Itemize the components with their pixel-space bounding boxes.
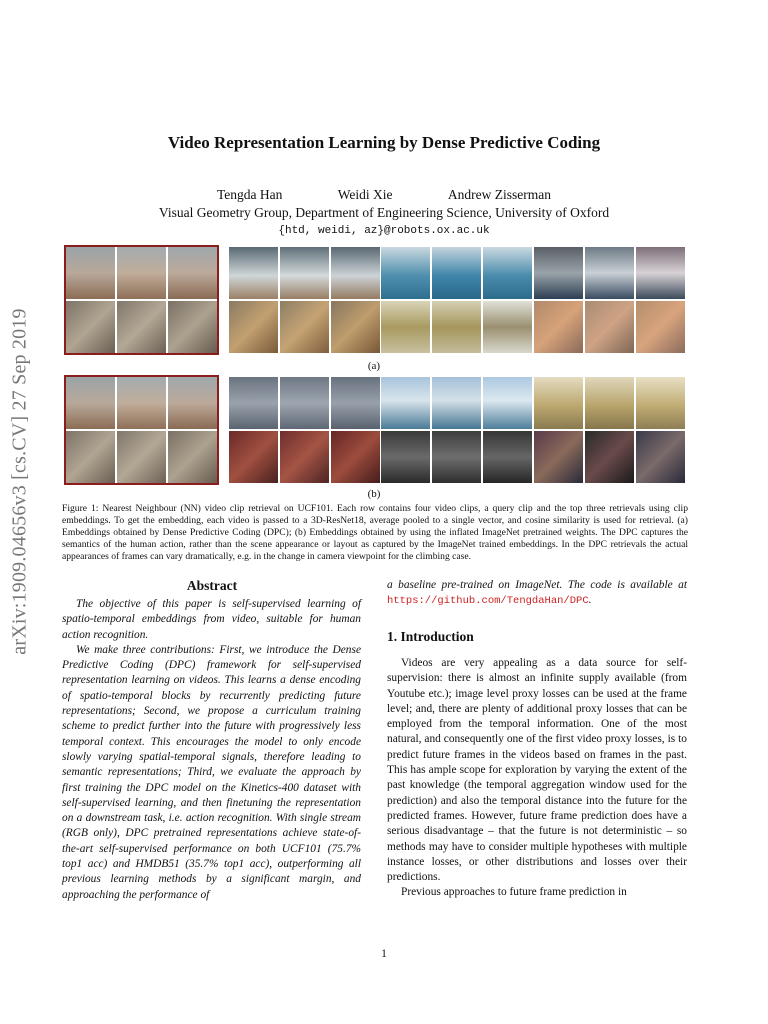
- arxiv-stamp: arXiv:1909.04656v3 [cs.CV] 27 Sep 2019: [8, 308, 31, 655]
- author-name: Weidi Xie: [337, 187, 393, 202]
- video-frame: [636, 431, 685, 483]
- video-frame: [534, 301, 583, 353]
- video-frame: [432, 301, 481, 353]
- video-frame: [331, 247, 380, 299]
- video-frame: [432, 431, 481, 483]
- abstract-paragraph: The objective of this paper is self-supervised learning of spatio-temporal embeddings from video, suitable for human action recognition.: [62, 598, 361, 641]
- retrieval-clip: [229, 301, 380, 353]
- retrieval-clip: [534, 377, 685, 429]
- video-frame: [432, 247, 481, 299]
- retrieval-clip: [229, 377, 380, 429]
- subfigure-label-a: (a): [367, 360, 381, 372]
- video-frame: [280, 431, 329, 483]
- video-frame: [280, 247, 329, 299]
- abstract-continuation-text: a baseline pre-trained on ImageNet. The code is available at: [387, 579, 687, 591]
- video-frame: [229, 377, 278, 429]
- video-frame: [483, 377, 532, 429]
- query-highlight: [64, 375, 219, 485]
- retrieval-clip: [534, 431, 685, 483]
- video-frame: [483, 301, 532, 353]
- video-frame: [483, 247, 532, 299]
- retrieval-clip: [534, 247, 685, 299]
- video-frame: [636, 301, 685, 353]
- intro-body: [387, 656, 687, 901]
- retrieval-clip: [229, 431, 380, 483]
- abstract-heading: Abstract: [186, 578, 238, 593]
- email: {htd, weidi, az}@robots.ox.ac.uk: [278, 225, 490, 237]
- video-frame: [381, 377, 430, 429]
- author-name: Andrew Zisserman: [447, 187, 552, 202]
- affiliation: Visual Geometry Group, Department of Engineering Science, University of Oxford: [158, 205, 610, 220]
- video-frame: [585, 431, 634, 483]
- video-frame: [585, 301, 634, 353]
- video-frame: [229, 301, 278, 353]
- video-frame: [534, 377, 583, 429]
- video-frame: [585, 247, 634, 299]
- video-frame: [331, 431, 380, 483]
- figure-caption: Figure 1: Nearest Neighbour (NN) video clip retrieval on UCF101. Each row contains four video clips, a query clip and the top three retrievals using clip embeddings. To get the embedding, each video is passed to a 3D-ResNet18, average pooled to a single vector, and cosine similarity is used for retrieval. (a) Embeddings obtained by Dense Predictive Coding (DPC); (b) Embeddings obtained by using the inflated ImageNet pretrained weights. The DPC captures the semantics of the human action, rather than the scene appearance or layout as captured by the ImageNet trained embeddings. In the DPC retrievals the actual appearances of frames can vary dramatically, e.g. in the change in camera viewpoint for the climbing case.: [62, 503, 688, 562]
- retrieval-clip: [381, 301, 532, 353]
- retrieval-clip: [381, 431, 532, 483]
- abstract-paragraph: We make three contributions: First, we introduce the Dense Predictive Coding (DPC) framework for self-supervised representation learning on videos. This learns a dense encoding of spatio-temporal blocks by recurrently predicting future representations; Second, we propose a curriculum training scheme to predict further into the future with progressively less temporal context. This encourages the model to only encode slowly varying spatial-temporal signals, therefore leading to semantic representations; Third, we evaluate the approach by first training the DPC model on the Kinetics-400 dataset with self-supervised learning, and then finetuning the representation on a downstream task, i.e. action recognition. With single stream (RGB only), DPC pretrained representations achieve state-of-the-art self-supervised performance on both UCF101 (75.7% top1 acc) and HMDB51 (35.7% top1 acc), outperforming all previous learning methods by a significant margin, and approaching the performance of: [62, 643, 361, 901]
- video-frame: [381, 431, 430, 483]
- author-list: [0, 187, 768, 203]
- abstract-body: [62, 597, 361, 903]
- video-frame: [229, 247, 278, 299]
- section-heading: 1. Introduction: [387, 629, 474, 644]
- video-frame: [331, 301, 380, 353]
- video-frame: [280, 377, 329, 429]
- video-frame: [381, 301, 430, 353]
- video-frame: [229, 431, 278, 483]
- subfigure-label-b: (b): [367, 488, 381, 500]
- video-frame: [432, 377, 481, 429]
- video-frame: [636, 377, 685, 429]
- page-number: 1: [381, 948, 387, 960]
- code-link[interactable]: https://github.com/TengdaHan/DPC: [387, 595, 589, 608]
- retrieval-clip: [534, 301, 685, 353]
- video-frame: [534, 431, 583, 483]
- video-frame: [483, 431, 532, 483]
- abstract-continuation: [387, 578, 687, 610]
- video-frame: [280, 301, 329, 353]
- intro-paragraph: Previous approaches to future frame prediction in: [401, 886, 627, 899]
- video-frame: [636, 247, 685, 299]
- retrieval-clip: [381, 377, 532, 429]
- video-frame: [381, 247, 430, 299]
- abstract-end: .: [588, 594, 592, 607]
- intro-paragraph: Videos are very appealing as a data source for self-supervision: there is almost an infinite supply available (from Youtube etc.); image level proxy losses can be used at the frame level; and, there are plenty of additional proxy losses that can be employed from the temporal information. One of the most natural, and consequently one of the first video proxy losses, is to predict future frames in the videos based on frames in the past. This has ample scope for exploration by varying the extent of the past knowledge (the temporal aggregation window used for the prediction) and also the temporal distance into the future for the predicted frames. However, future frame prediction does have a serious disadvantage – that the future is not deterministic – so methods may have to consider multiple hypotheses with multiple instance losses, or other distributions and losses over their predictions.: [387, 657, 687, 884]
- paper-title: Video Representation Learning by Dense Predictive Coding: [167, 133, 601, 152]
- retrieval-clip: [229, 247, 380, 299]
- query-highlight: [64, 245, 219, 355]
- author-name: Tengda Han: [216, 187, 283, 202]
- video-frame: [585, 377, 634, 429]
- video-frame: [331, 377, 380, 429]
- video-frame: [534, 247, 583, 299]
- retrieval-clip: [381, 247, 532, 299]
